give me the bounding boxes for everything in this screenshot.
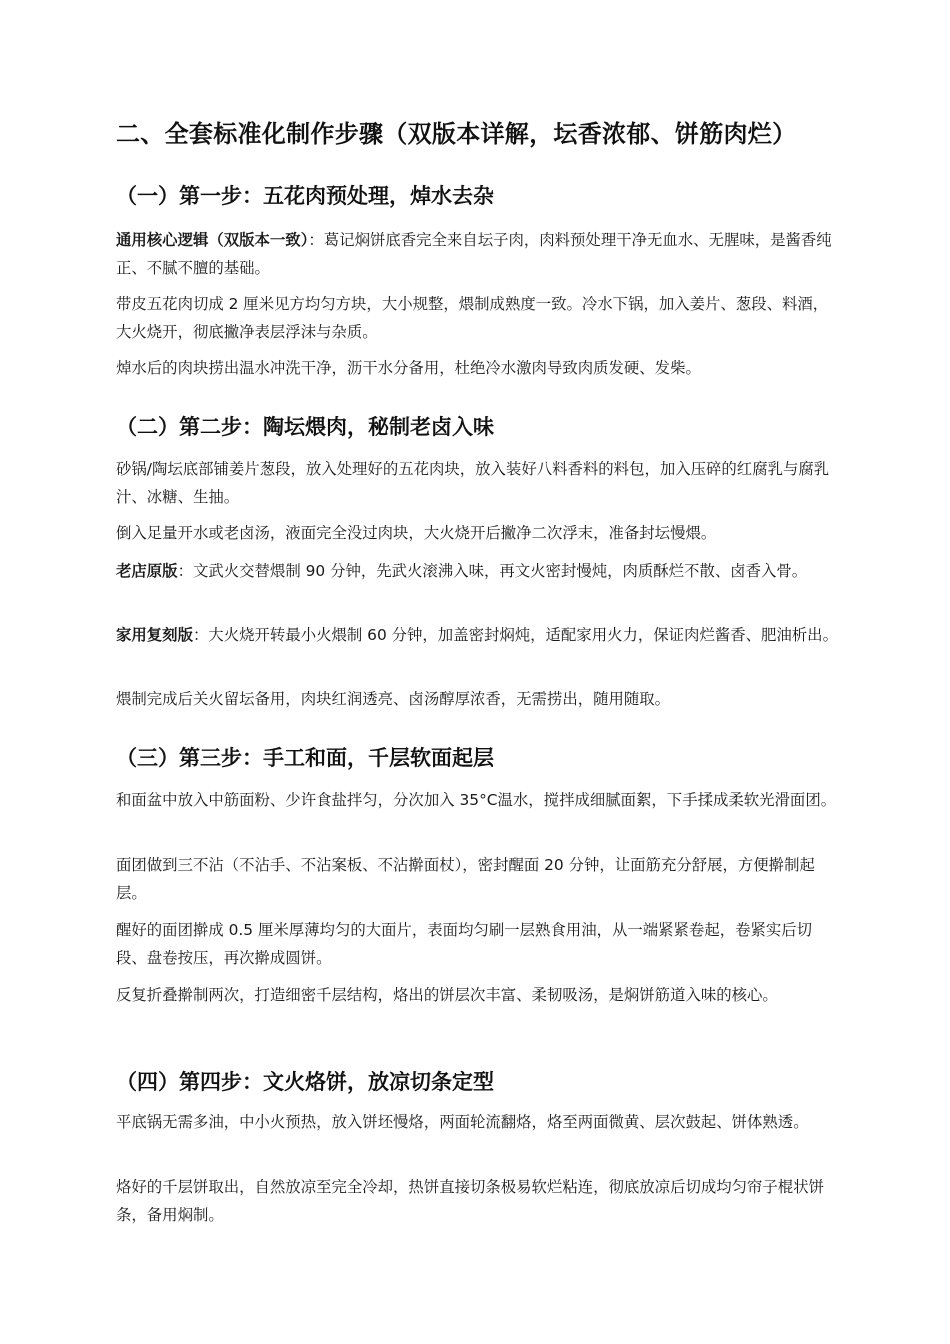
step-3-paragraph-2: 面团做到三不沾（不沾手、不沾案板、不沾擀面杖），密封醒面 20 分钟，让面筋充分舒展，方便擀制起层。 [116, 856, 815, 902]
section-title: 二、全套标准化制作步骤（双版本详解，坛香浓郁、饼筋肉烂） [116, 120, 797, 148]
step-1-paragraph-1 [116, 226, 840, 282]
step-3-heading: （三）第三步：手工和面，千层软面起层 [116, 746, 494, 770]
step-1-paragraph-2: 带皮五花肉切成 2 厘米见方均匀方块，大小规整，煨制成熟度一致。冷水下锅，加入姜片、葱段、料酒，大火烧开，彻底撇净表层浮沫与杂质。 [116, 295, 829, 341]
step-2-paragraph-1: 砂锅/陶坛底部铺姜片葱段，放入处理好的五花肉块，放入装好八料香料的料包，加入压碎的红腐乳与腐乳汁、冰糖、生抽。 [116, 460, 830, 506]
paragraph-text: ：大火烧开转最小火煨制 60 分钟，加盖密封焖炖，适配家用火力，保证肉烂酱香、肥油析出。 [192, 626, 838, 644]
paragraph-text: ：葛记焖饼底香完全来自坛子肉，肉料预处理干净无血水、无腥味，是酱香纯正、不腻不膻的基础。 [116, 231, 832, 277]
step-4-heading: （四）第四步：文火烙饼，放凉切条定型 [116, 1070, 494, 1094]
step-2-paragraph-2: 倒入足量开水或老卤汤，液面完全没过肉块，大火烧开后撇净二次浮末，准备封坛慢煨。 [116, 524, 717, 542]
step-4-paragraph-2: 烙好的千层饼取出，自然放凉至完全冷却，热饼直接切条极易软烂粘连，彻底放凉后切成均匀帘子棍状饼条，备用焖制。 [116, 1178, 824, 1224]
step-4-paragraph-1: 平底锅无需多油，中小火预热，放入饼坯慢烙，两面轮流翻烙，烙至两面微黄、层次鼓起、饼体熟透。 [116, 1113, 809, 1131]
bold-lead: 通用核心逻辑（双版本一致） [116, 231, 309, 249]
step-3-paragraph-3: 醒好的面团擀成 0.5 厘米厚薄均匀的大面片，表面均匀刷一层熟食用油，从一端紧紧卷起，卷紧实后切段、盘卷按压，再次擀成圆饼。 [116, 921, 813, 967]
step-2-heading: （二）第二步：陶坛煨肉，秘制老卤入味 [116, 415, 494, 439]
step-2-paragraph-3 [116, 557, 840, 585]
step-2-paragraph-5: 煨制完成后关火留坛备用，肉块红润透亮、卤汤醇厚浓香，无需捞出，随用随取。 [116, 690, 671, 708]
step-3-paragraph-4: 反复折叠擀制两次，打造细密千层结构，烙出的饼层次丰富、柔韧吸汤，是焖饼筋道入味的核心。 [116, 986, 778, 1004]
bold-lead: 家用复刻版 [116, 626, 193, 644]
step-2-paragraph-4 [116, 621, 840, 649]
step-1-paragraph-3: 焯水后的肉块捞出温水冲洗干净，沥干水分备用，杜绝冷水激肉导致肉质发硬、发柴。 [116, 359, 701, 377]
step-1-heading: （一）第一步：五花肉预处理，焯水去杂 [116, 184, 494, 208]
bold-lead: 老店原版 [116, 562, 178, 580]
step-3-paragraph-1: 和面盆中放入中筋面粉、少许食盐拌匀，分次加入 35°C温水，搅拌成细腻面絮，下手揉成柔软光滑面团。 [116, 791, 837, 809]
paragraph-text: ：文武火交替煨制 90 分钟，先武火滚沸入味，再文火密封慢炖，肉质酥烂不散、卤香入骨。 [177, 562, 808, 580]
